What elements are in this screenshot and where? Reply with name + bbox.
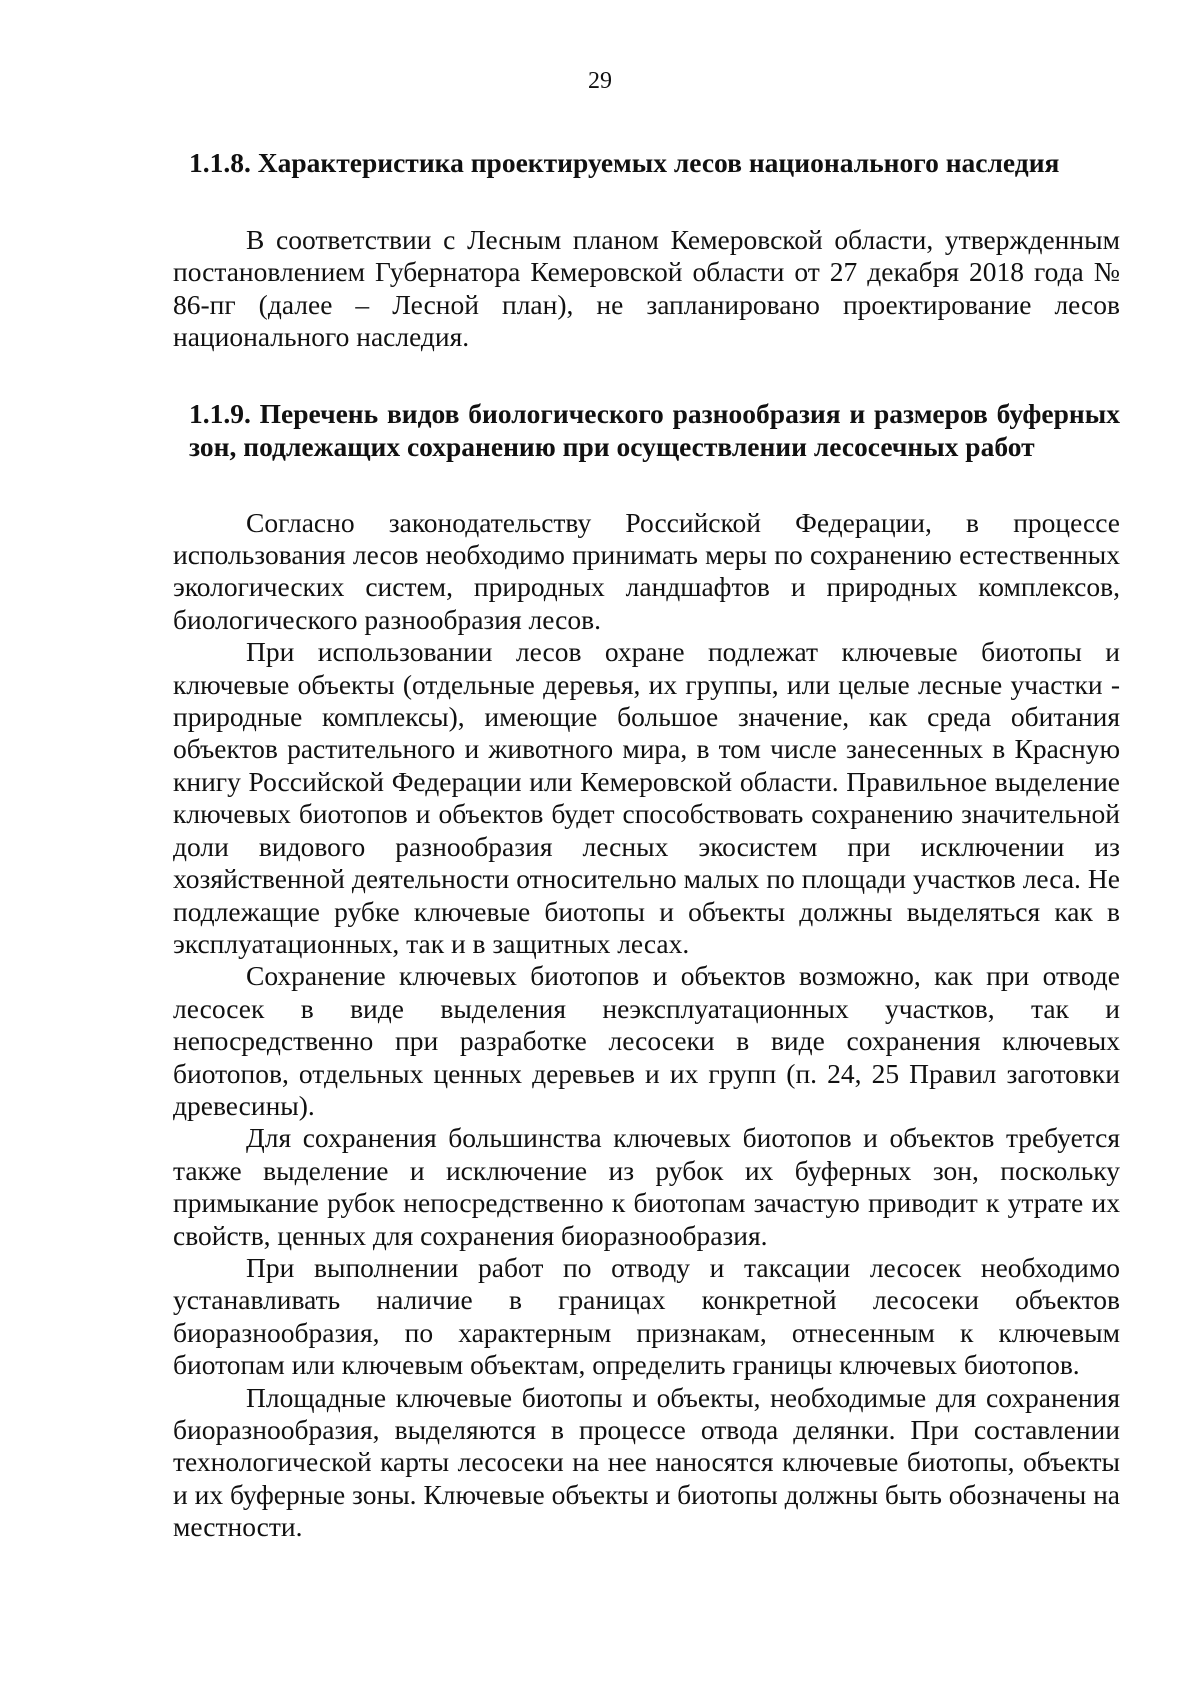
paragraph: Согласно законодательству Российской Федерации, в процессе использования лесов необходимо принимать меры по сохранению естественных экологических систем, природных ландшафтов и природных комплексов, биологического разнообразия лесов. (173, 506, 1120, 635)
document-body (173, 146, 1120, 1544)
section-heading-1-1-9: 1.1.9. Перечень видов биологического разнообразия и размеров буферных зон, подлежащих сохранению при осуществлении лесосечных работ (189, 397, 1120, 462)
paragraph: Сохранение ключевых биотопов и объектов возможно, как при отводе лесосек в виде выделения неэксплуатационных участков, так и непосредственно при разработке лесосеки в виде сохранения ключевых биотопов, отдельных ценных деревьев и их групп (п. 24, 25 Правил заготовки древесины). (173, 960, 1120, 1121)
paragraph: Для сохранения большинства ключевых биотопов и объектов требуется также выделение и исключение из рубок их буферных зон, поскольку примыкание рубок непосредственно к биотопам зачастую приводит к утрате их свойств, ценных для сохранения биоразнообразия. (173, 1122, 1120, 1251)
section-heading-1-1-8: 1.1.8. Характеристика проектируемых лесов национального наследия (189, 147, 1060, 178)
paragraph: При выполнении работ по отводу и таксации лесосек необходимо устанавливать наличие в границах конкретной лесосеки объектов биоразнообразия, по характерным признакам, отнесенным к ключевым биотопам или ключевым объектам, определить границы ключевых биотопов. (173, 1251, 1120, 1381)
page-number: 29 (588, 68, 612, 94)
paragraph: Площадные ключевые биотопы и объекты, необходимые для сохранения биоразнообразия, выделяются в процессе отвода делянки. При составлении технологической карты лесосеки на нее наносятся ключевые биотопы, объекты и их буферные зоны. Ключевые объекты и биотопы должны быть обозначены на местности. (173, 1381, 1120, 1543)
paragraph: При использовании лесов охране подлежат ключевые биотопы и ключевые объекты (отдельные деревья, их группы, или целые лесные участки - природные комплексы), имеющие большое значение, как среда обитания объектов растительного и животного мира, в том числе занесенных в Красную книгу Российской Федерации или Кемеровской области. Правильное выделение ключевых биотопов и объектов будет способствовать сохранению значительной доли видового разнообразия лесных экосистем при исключении из хозяйственной деятельности относительно малых по площади участков леса. Не подлежащие рубке ключевые биотопы и объекты должны выделяться как в эксплуатационных, так и в защитных лесах. (173, 636, 1120, 959)
paragraph: В соответствии с Лесным планом Кемеровской области, утвержденным постановлением Губернатора Кемеровской области от 27 декабря 2018 года № 86-пг (далее – Лесной план), не запланировано проектирование лесов национального наследия. (173, 224, 1120, 353)
